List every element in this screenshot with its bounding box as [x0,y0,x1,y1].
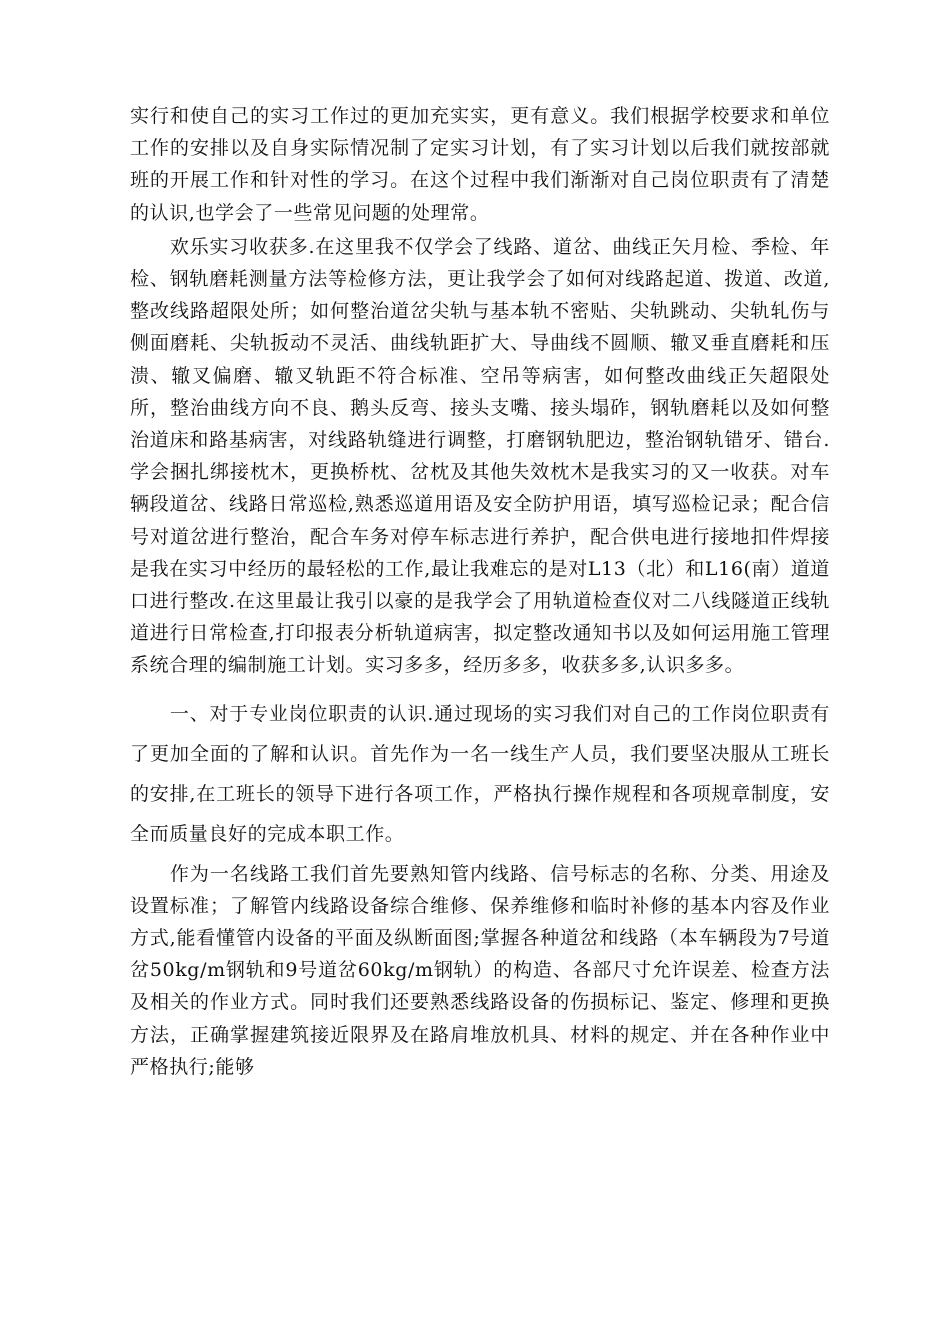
paragraph-job-responsibility: 一、对于专业岗位职责的认识.通过现场的实习我们对自己的工作岗位职责有了更加全面的了解和认识。首先作为一名一线生产人员，我们要坚决服从工班长的安排,在工班长的领导下进行各项工作，严格执行操作规程和各项规章制度，安全而质量良好的完成本职工作。 [130,702,830,845]
paragraph-practice-plan: 实行和使自己的实习工作过的更加充实实，更有意义。我们根据学校要求和单位工作的安排以及自身实际情况制了定实习计划，有了实习计划以后我们就按部就班的开展工作和针对性的学习。在这个过程中我们渐渐对自己岗位职责有了清楚的认识,也学会了一些常见问题的处理常。 [130,105,830,224]
paragraph-practice-harvest: 欢乐实习收获多.在这里我不仅学会了线路、道岔、曲线正矢月检、季检、年检、钢轨磨耗测量方法等检修方法，更让我学会了如何对线路起道、拨道、改道,整改线路超限处所；如何整治道岔尖轨与基本轨不密贴、尖轨跳动、尖轨轧伤与侧面磨耗、尖轨扳动不灵活、曲线轨距扩大、导曲线不圆顺、辙叉垂直磨耗和压溃、辙叉偏磨、辙叉轨距不符合标准、空吊等病害，如何整改曲线正矢超限处所，整治曲线方向不良、鹅头反弯、接头支嘴、接头塌砟，钢轨磨耗以及如何整治道床和路基病害，对线路轨缝进行调整，打磨钢轨肥边，整治钢轨错牙、错台.学会捆扎绑接枕木，更换桥枕、岔枕及其他失效枕木是我实习的又一收获。对车辆段道岔、线路日常巡检,熟悉巡道用语及安全防护用语，填写巡检记录；配合信号对道岔进行整治，配合车务对停车标志进行养护，配合供电进行接地扣件焊接是我在实习中经历的最轻松的工作,最让我难忘的是对L13（北）和L16(南）道道口进行整改.在这里最让我引以豪的是我学会了用轨道检查仪对二八线隧道正线轨道进行日常检查,打印报表分析轨道病害，拟定整改通知书以及如何运用施工管理系统合理的编制施工计划。实习多多，经历多多，收获多多,认识多多。 [130,235,830,677]
document-page [130,100,830,1083]
paragraph-line-worker-duties: 作为一名线路工我们首先要熟知管内线路、信号标志的名称、分类、用途及设置标准；了解管内线路设备综合维修、保养维修和临时补修的基本内容及作业方式,能看懂管内设备的平面及纵断面图;掌握各种道岔和线路（本车辆段为7号道岔50kg/m钢轨和9号道岔60kg/m钢轨）的构造、各部尺寸允许误差、检查方法及相关的作业方式。同时我们还要熟悉线路设备的伤损标记、鉴定、修理和更换方法，正确掌握建筑接近限界及在路肩堆放机具、材料的规定、并在各种作业中严格执行;能够 [130,862,830,1078]
